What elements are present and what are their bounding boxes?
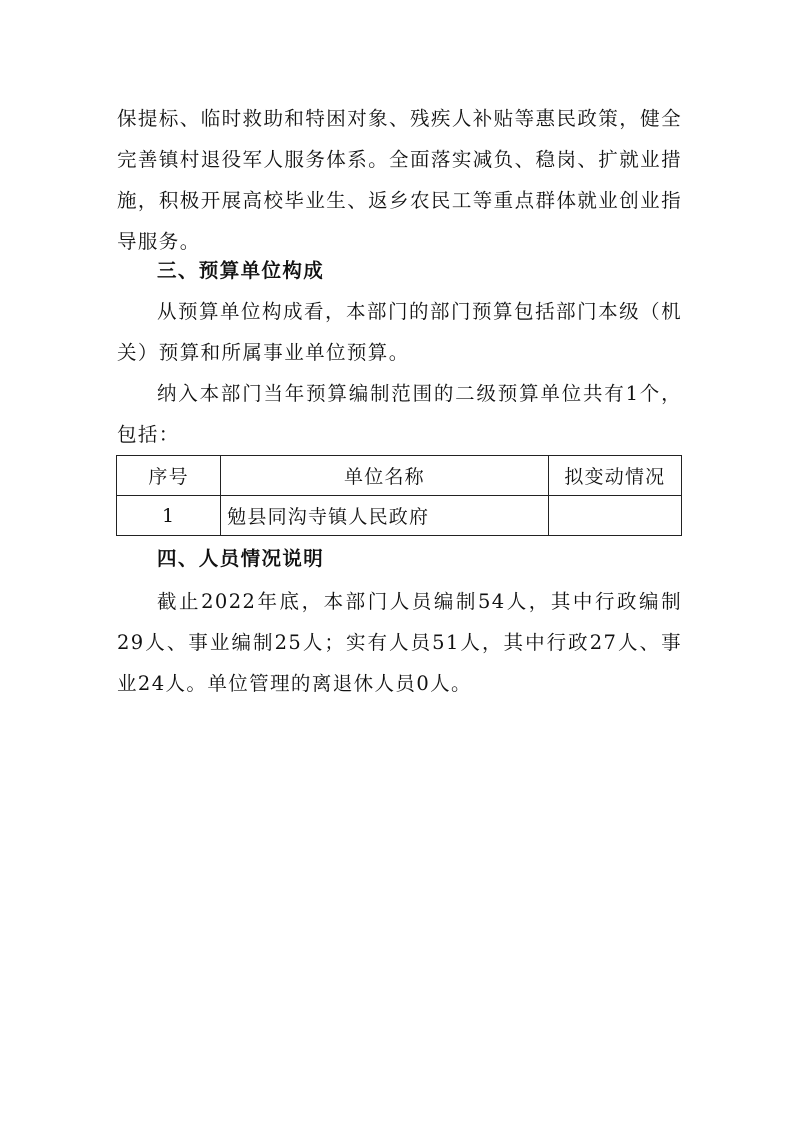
cell-change	[548, 496, 681, 536]
staff-paragraph: 截止2022年底，本部门人员编制54人，其中行政编制29人、事业编制25人；实有人员51人，其中行政27人、事业24人。单位管理的离退休人员0人。	[117, 590, 682, 695]
section-heading-staff: 四、人员情况说明	[157, 547, 325, 570]
header-unit-name: 单位名称	[221, 456, 549, 496]
secondary-units-paragraph: 纳入本部门当年预算编制范围的二级预算单位共有1个，包括：	[117, 382, 682, 446]
continuation-paragraph: 保提标、临时救助和特困对象、残疾人补贴等惠民政策，健全完善镇村退役军人服务体系。全面落实减负、稳岗、扩就业措施，积极开展高校毕业生、返乡农民工等重点群体就业创业指导服务。	[117, 107, 682, 253]
header-change: 拟变动情况	[548, 456, 681, 496]
budget-units-table	[116, 455, 682, 536]
table-header-row	[117, 456, 682, 496]
budget-units-paragraph: 从预算单位构成看，本部门的部门预算包括部门本级（机关）预算和所属事业单位预算。	[117, 300, 682, 364]
cell-seq: 1	[117, 496, 221, 536]
section-heading-budget-units: 三、预算单位构成	[157, 259, 325, 282]
cell-unit-name: 勉县同沟寺镇人民政府	[221, 496, 549, 536]
table-row	[117, 496, 682, 536]
header-seq: 序号	[117, 456, 221, 496]
